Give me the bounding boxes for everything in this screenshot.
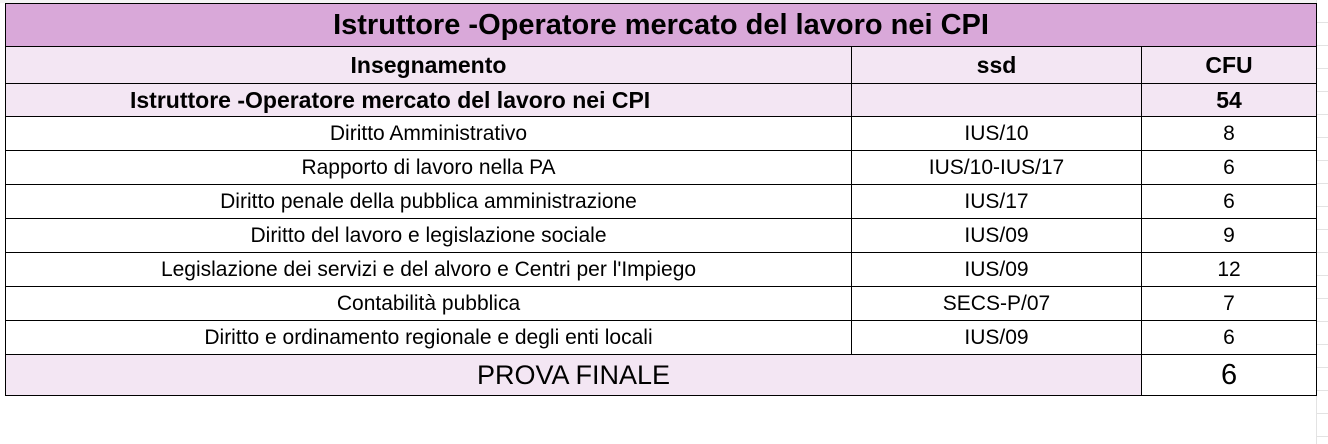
group-row xyxy=(6,84,1317,117)
table-title-row xyxy=(6,4,1317,47)
header-insegnamento[interactable]: Insegnamento xyxy=(6,47,852,84)
cell-cfu[interactable]: 8 xyxy=(1142,117,1317,151)
cell-insegnamento[interactable]: Diritto del lavoro e legislazione sociale xyxy=(6,219,852,253)
header-cfu[interactable]: CFU xyxy=(1142,47,1317,84)
cell-insegnamento[interactable]: Legislazione dei servizi e del alvoro e Centri per l'Impiego xyxy=(6,253,852,287)
table-title[interactable]: Istruttore -Operatore mercato del lavoro nei CPI xyxy=(6,4,1317,47)
cell-insegnamento[interactable]: Diritto penale della pubblica amministrazione xyxy=(6,185,852,219)
spreadsheet-grid-right xyxy=(1316,0,1328,444)
cell-ssd[interactable]: SECS-P/07 xyxy=(852,287,1142,321)
cell-ssd[interactable]: IUS/09 xyxy=(852,219,1142,253)
table-header-row xyxy=(6,47,1317,84)
header-ssd[interactable]: ssd xyxy=(852,47,1142,84)
table-row xyxy=(6,219,1317,253)
curriculum-table xyxy=(5,3,1317,396)
table-row xyxy=(6,287,1317,321)
cell-insegnamento[interactable]: Contabilità pubblica xyxy=(6,287,852,321)
final-row xyxy=(6,355,1317,396)
cell-cfu[interactable]: 12 xyxy=(1142,253,1317,287)
cell-ssd[interactable]: IUS/17 xyxy=(852,185,1142,219)
table-row xyxy=(6,185,1317,219)
final-cfu[interactable]: 6 xyxy=(1142,355,1317,396)
cell-ssd[interactable]: IUS/10 xyxy=(852,117,1142,151)
cell-cfu[interactable]: 6 xyxy=(1142,185,1317,219)
cell-insegnamento[interactable]: Diritto Amministrativo xyxy=(6,117,852,151)
cell-cfu[interactable]: 9 xyxy=(1142,219,1317,253)
group-name[interactable]: Istruttore -Operatore mercato del lavoro nei CPI xyxy=(6,84,852,117)
table-row xyxy=(6,253,1317,287)
final-label[interactable]: PROVA FINALE xyxy=(6,355,1142,396)
cell-cfu[interactable]: 6 xyxy=(1142,151,1317,185)
cell-ssd[interactable]: IUS/09 xyxy=(852,253,1142,287)
cell-ssd[interactable]: IUS/10-IUS/17 xyxy=(852,151,1142,185)
table-row xyxy=(6,151,1317,185)
cell-insegnamento[interactable]: Diritto e ordinamento regionale e degli enti locali xyxy=(6,321,852,355)
group-cfu[interactable]: 54 xyxy=(1142,84,1317,117)
cell-ssd[interactable]: IUS/09 xyxy=(852,321,1142,355)
table-row xyxy=(6,321,1317,355)
cell-insegnamento[interactable]: Rapporto di lavoro nella PA xyxy=(6,151,852,185)
group-ssd[interactable] xyxy=(852,84,1142,117)
table-row xyxy=(6,117,1317,151)
cell-cfu[interactable]: 6 xyxy=(1142,321,1317,355)
cell-cfu[interactable]: 7 xyxy=(1142,287,1317,321)
